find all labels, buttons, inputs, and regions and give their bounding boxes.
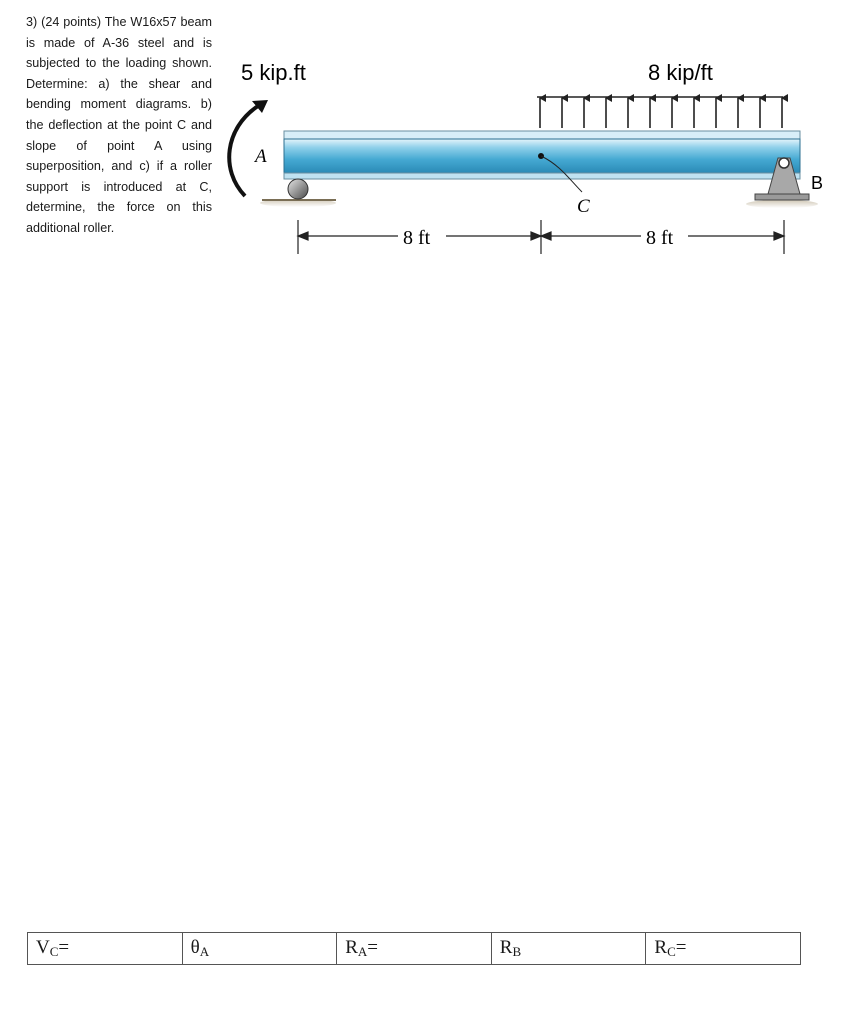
answer-cell-rc[interactable] xyxy=(646,933,801,965)
answer-label-rb: $R_B$ xyxy=(499,937,522,959)
answer-cell-theta-a[interactable] xyxy=(182,933,337,965)
roller-support-a xyxy=(260,179,336,207)
beam-figure xyxy=(0,0,844,270)
answer-cell-vc[interactable] xyxy=(28,933,183,965)
answer-label-rc: $R_C=$ xyxy=(654,937,687,959)
dimension-lines xyxy=(298,220,784,254)
dimension-right-label: 8 ft xyxy=(646,227,674,249)
distributed-load-label: 8 kip/ft xyxy=(648,60,713,85)
answer-label-ra: $R_A=$ xyxy=(345,937,378,959)
point-b-label: B xyxy=(811,173,824,193)
problem-statement: 3) (24 points) The W16x57 beam is made of A-36 steel and is subjected to the loading shown. Determine: a) the shear and bending moment diagrams. b) the deflection at the point C and slope of point A using superposition, and c) if a roller support is introduced at C, determine, the force on this additional roller. xyxy=(26,15,212,235)
answer-cell-rb[interactable] xyxy=(491,933,646,965)
answer-cell-ra[interactable] xyxy=(337,933,492,965)
point-c-label: C xyxy=(577,196,590,217)
answer-table xyxy=(27,932,801,965)
distributed-load xyxy=(537,97,783,128)
point-a-label: A xyxy=(255,146,267,167)
dimension-left-label: 8 ft xyxy=(403,227,431,249)
moment-label: 5 kip.ft xyxy=(241,60,306,85)
answer-label-vc: $V_C=$ xyxy=(36,937,70,959)
answer-label-theta-a: $\theta_A$ xyxy=(190,937,210,959)
